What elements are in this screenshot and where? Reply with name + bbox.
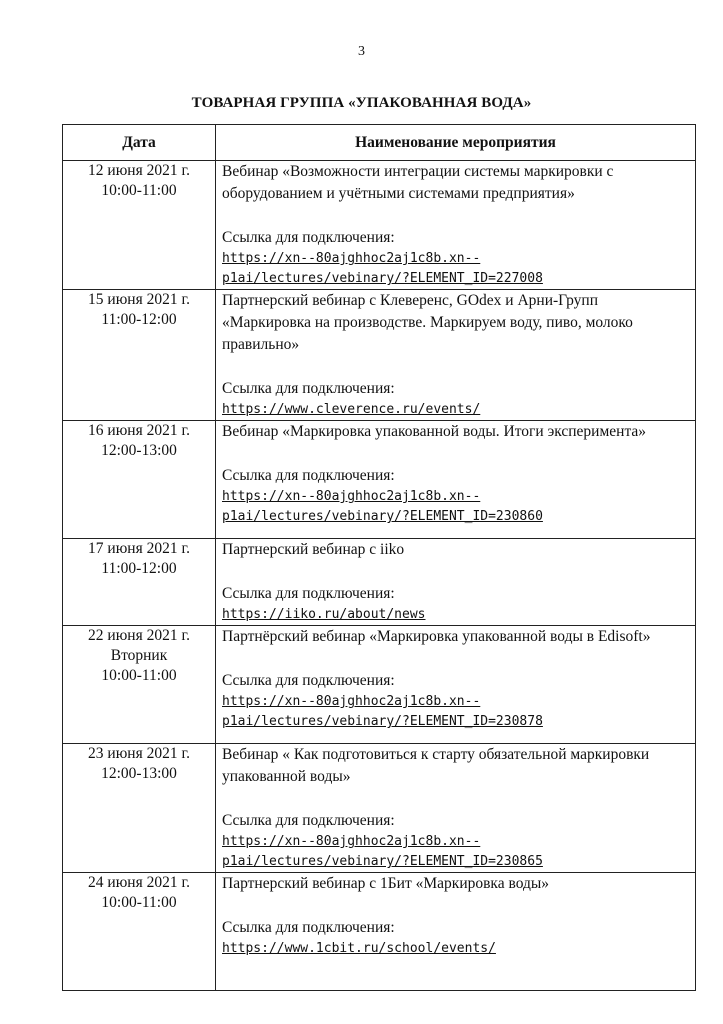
document-title: ТОВАРНАЯ ГРУППА «УПАКОВАННАЯ ВОДА»	[191, 95, 532, 111]
link-label: Ссылка для подключения:	[222, 467, 395, 484]
event-link-line[interactable]: p1ai/lectures/vebinary/?ELEMENT_ID=230860	[222, 509, 543, 524]
table-row	[63, 421, 696, 539]
event-title: Партнерский вебинар с Клеверенс, GOdex и Арни-Групп «Маркировка на производстве. Маркируем воду, пиво, молоко правильно»	[222, 292, 633, 353]
event-cell	[216, 873, 696, 991]
event-link-line[interactable]: p1ai/lectures/vebinary/?ELEMENT_ID=230878	[222, 714, 543, 729]
event-title: Партнерский вебинар с iiko	[222, 541, 405, 558]
link-label: Ссылка для подключения:	[222, 380, 395, 397]
event-link-line[interactable]: https://www.cleverence.ru/events/	[222, 402, 481, 417]
link-label: Ссылка для подключения:	[222, 812, 395, 829]
date-cell	[63, 161, 216, 290]
event-date: 12 июня 2021 г.	[88, 162, 190, 179]
table-header-row	[63, 125, 696, 161]
event-time: 10:00-11:00	[101, 894, 177, 911]
event-date: 17 июня 2021 г.	[88, 540, 190, 557]
event-weekday: Вторник	[110, 647, 168, 664]
event-link[interactable]	[222, 487, 689, 527]
event-cell	[216, 421, 696, 539]
event-link[interactable]	[222, 939, 689, 959]
table-row	[63, 873, 696, 991]
event-cell	[216, 744, 696, 873]
event-link-line[interactable]: p1ai/lectures/vebinary/?ELEMENT_ID=230865	[222, 854, 543, 869]
date-cell	[63, 626, 216, 744]
events-table	[62, 124, 696, 991]
date-cell	[63, 873, 216, 991]
date-cell	[63, 539, 216, 626]
event-date: 16 июня 2021 г.	[88, 422, 190, 439]
link-label: Ссылка для подключения:	[222, 919, 395, 936]
event-time: 12:00-13:00	[101, 765, 177, 782]
event-link-line[interactable]: p1ai/lectures/vebinary/?ELEMENT_ID=227008	[222, 271, 543, 286]
header-date: Дата	[63, 125, 216, 161]
table-row	[63, 626, 696, 744]
event-link-line[interactable]: https://xn--80ajghhoc2aj1c8b.xn--	[222, 489, 481, 504]
event-link[interactable]	[222, 832, 689, 872]
event-cell	[216, 539, 696, 626]
event-date: 23 июня 2021 г.	[88, 745, 190, 762]
table-row	[63, 161, 696, 290]
link-label: Ссылка для подключения:	[222, 672, 395, 689]
event-cell	[216, 161, 696, 290]
event-title: Партнёрский вебинар «Маркировка упакованной воды в Edisoft»	[222, 628, 651, 645]
event-time: 10:00-11:00	[101, 182, 177, 199]
event-time: 10:00-11:00	[101, 667, 177, 684]
page-number: 3	[358, 44, 365, 59]
event-link[interactable]	[222, 249, 689, 289]
date-cell	[63, 744, 216, 873]
event-link-line[interactable]: https://xn--80ajghhoc2aj1c8b.xn--	[222, 834, 481, 849]
event-date: 22 июня 2021 г.	[88, 627, 190, 644]
table-row	[63, 290, 696, 421]
table-row	[63, 539, 696, 626]
event-link-line[interactable]: https://xn--80ajghhoc2aj1c8b.xn--	[222, 251, 481, 266]
event-cell	[216, 626, 696, 744]
event-time: 11:00-12:00	[101, 560, 177, 577]
link-label: Ссылка для подключения:	[222, 585, 395, 602]
table-row	[63, 744, 696, 873]
event-title: Вебинар «Возможности интеграции системы маркировки с оборудованием и учётными системами предприятия»	[222, 163, 614, 202]
event-link-line[interactable]: https://xn--80ajghhoc2aj1c8b.xn--	[222, 694, 481, 709]
event-time: 12:00-13:00	[101, 442, 177, 459]
event-link-line[interactable]: https://www.1cbit.ru/school/events/	[222, 941, 496, 956]
table-body	[63, 161, 696, 991]
event-date: 24 июня 2021 г.	[88, 874, 190, 891]
date-cell	[63, 290, 216, 421]
event-link-line[interactable]: https://iiko.ru/about/news	[222, 607, 426, 622]
header-event-name: Наименование мероприятия	[216, 125, 696, 161]
date-cell	[63, 421, 216, 539]
event-link[interactable]	[222, 400, 689, 420]
event-title: Вебинар « Как подготовиться к старту обязательной маркировки упакованной воды»	[222, 746, 650, 785]
link-label: Ссылка для подключения:	[222, 229, 395, 246]
event-time: 11:00-12:00	[101, 311, 177, 328]
event-link[interactable]	[222, 605, 689, 625]
event-link[interactable]	[222, 692, 689, 732]
event-title: Вебинар «Маркировка упакованной воды. Итоги эксперимента»	[222, 423, 647, 440]
event-cell	[216, 290, 696, 421]
event-date: 15 июня 2021 г.	[88, 291, 190, 308]
event-title: Партнерский вебинар с 1Бит «Маркировка воды»	[222, 875, 550, 892]
